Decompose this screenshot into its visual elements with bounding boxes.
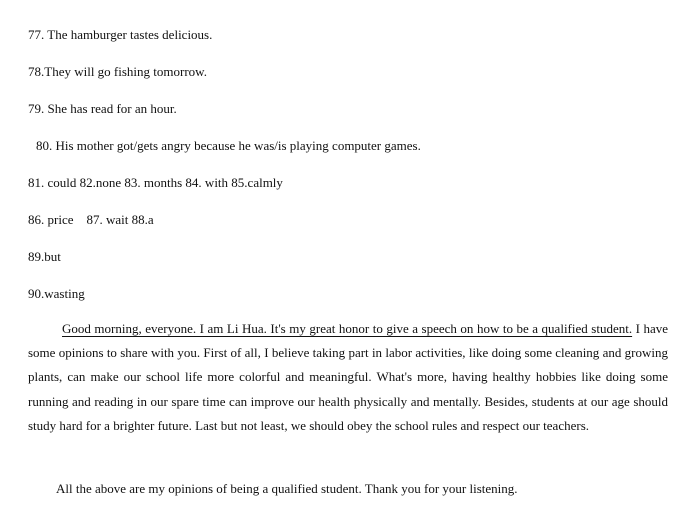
answers-86-88: 86. price 87. wait 88.a bbox=[28, 212, 154, 227]
answers-81-85: 81. could 82.none 83. months 84. with 85.calmly bbox=[28, 175, 283, 190]
essay-body: I have some opinions to share with you. First of all, I believe taking part in labor activities, like doing some cleaning and growing plants, can make our school life more colorful and meaningful. What's more, having healthy hobbies like doing some running and reading in our spare time can improve our health physically and mentally. Besides, students at our age should study hard for a brighter future. Last but not least, we should obey the school rules and respect our teachers. bbox=[28, 321, 668, 433]
essay-paragraph bbox=[28, 317, 668, 438]
answer-78: 78.They will go fishing tomorrow. bbox=[28, 64, 207, 79]
answer-77: 77. The hamburger tastes delicious. bbox=[28, 27, 213, 42]
answer-90: 90.wasting bbox=[28, 286, 85, 301]
answer-79: 79. She has read for an hour. bbox=[28, 101, 177, 116]
essay-closing: All the above are my opinions of being a qualified student. Thank you for your listening. bbox=[56, 481, 518, 496]
answer-80: 80. His mother got/gets angry because he was/is playing computer games. bbox=[36, 138, 421, 153]
essay-opening-sentence: Good morning, everyone. I am Li Hua. It's my great honor to give a speech on how to be a qualified student. bbox=[62, 321, 633, 336]
answer-89: 89.but bbox=[28, 249, 61, 264]
